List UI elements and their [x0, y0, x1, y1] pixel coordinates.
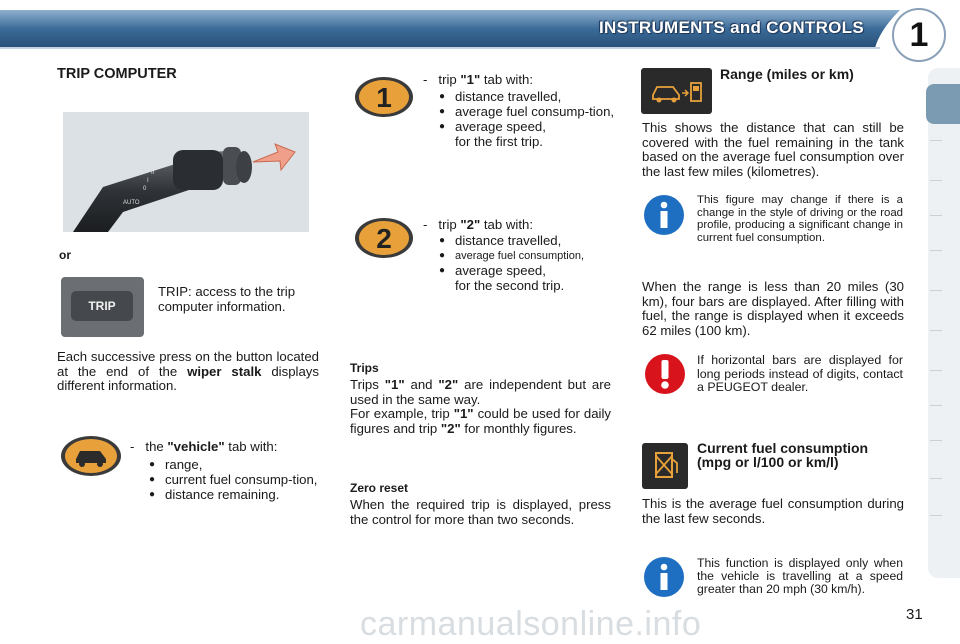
trip1-items-list [437, 90, 617, 150]
trip1-item3-line2: for the first trip. [455, 133, 543, 149]
tab-divider [930, 215, 942, 216]
trips-p2-e: for monthly figures. [460, 420, 577, 436]
info-icon [643, 194, 685, 236]
trips-p2-b: "1" [453, 406, 474, 421]
trip1-pre: trip [438, 72, 461, 87]
press-text-1: Each successive press on the button located at the end of the [57, 349, 319, 379]
trips-p1-b: "1" [384, 377, 405, 392]
wiper-stalk-photo [63, 112, 309, 232]
trips-p1-d: "2" [438, 377, 459, 392]
trips-p1-a: Trips [350, 377, 385, 392]
trips-paragraph-2 [350, 407, 611, 436]
trip1-digit: 1 [376, 82, 392, 113]
trips-heading: Trips [350, 361, 379, 375]
vehicle-pre: the [145, 439, 168, 454]
section-title: INSTRUMENTS and CONTROLS [598, 18, 864, 37]
vehicle-tab-line [130, 440, 330, 455]
info-note-1: This figure may change if there is a change in the style of driving or the road profile, producing a significant change in current fuel consumption. [697, 194, 903, 244]
tab-divider [930, 330, 942, 331]
warning-note: If horizontal bars are displayed for long periods instead of digits, contact a PEUGEOT dealer. [697, 353, 903, 394]
tab-divider [930, 250, 942, 251]
trip2-digit: 2 [376, 223, 392, 254]
trip2-icon [354, 217, 414, 259]
stalk-label-ii: II [151, 170, 155, 176]
zero-reset-text: When the required trip is displayed, press the control for more than two seconds. [350, 497, 611, 527]
trip1-post: tab with: [480, 72, 534, 87]
list-item: ● current fuel consump-tion, [147, 473, 322, 487]
list-item: ● distance travelled, [437, 234, 622, 248]
trip-button[interactable]: TRIP [71, 291, 133, 321]
stalk-label-auto: AUTO [123, 200, 140, 206]
list-item [437, 264, 622, 292]
list-item: ● range, [147, 458, 322, 472]
consumption-title: Current fuel consumption (mpg or l/100 or km/l) [697, 440, 869, 471]
tab-divider [930, 180, 942, 181]
list-item: ● average fuel consumption, [437, 249, 622, 263]
trip2-bold: "2" [460, 217, 481, 232]
trip2-item3-line1: average speed, [455, 263, 546, 279]
tab-divider [930, 405, 942, 406]
range-display-icon [641, 68, 712, 114]
trip2-line [423, 218, 623, 233]
zero-reset-heading: Zero reset [350, 481, 409, 495]
trip2-item3-line2: for the second trip. [455, 277, 565, 293]
fuel-consumption-icon [642, 443, 688, 489]
vehicle-bold: "vehicle" [167, 439, 225, 454]
stalk-label-0: 0 [143, 186, 147, 192]
trip2-pre: trip [438, 217, 461, 232]
vehicle-post: tab with: [224, 439, 278, 454]
tab-divider [930, 140, 942, 141]
trip2-dash: - [423, 217, 428, 232]
list-item: ● average fuel consump-tion, [437, 105, 617, 119]
stalk-illustration [63, 112, 309, 232]
chapter-tab-strip [928, 68, 960, 578]
list-item: ● distance remaining. [147, 488, 322, 502]
trip2-post: tab with: [480, 217, 534, 232]
warning-icon [644, 353, 686, 395]
press-text-bold: wiper stalk [187, 363, 262, 379]
trip1-line [423, 73, 623, 88]
trip1-item3-line1: average speed, [455, 119, 546, 135]
tab-divider [930, 440, 942, 441]
trips-p2-d: "2" [440, 420, 461, 436]
stalk-label-i: I [147, 178, 149, 184]
tab-divider [930, 370, 942, 371]
trip2-items-list [437, 234, 622, 294]
trip-button-photo [61, 277, 144, 337]
trip1-bold: "1" [460, 72, 481, 87]
arrow-icon [253, 144, 295, 170]
watermark: carmanualsonline.info [360, 605, 702, 643]
vehicle-tab-icon [60, 435, 122, 477]
chapter-badge: 1 [892, 8, 946, 62]
trips-p2-a: For example, trip [350, 406, 454, 421]
trips-p2-c: could be used for daily figures and trip [350, 406, 611, 436]
vehicle-dash: - [130, 439, 135, 454]
press-paragraph [57, 350, 319, 394]
tab-divider [930, 515, 942, 516]
info-icon [643, 556, 685, 598]
trip-computer-title: TRIP COMPUTER [57, 66, 177, 82]
press-text-2: displays different information. [57, 363, 319, 393]
list-item: ● distance travelled, [437, 90, 617, 104]
consumption-text: This is the average fuel consumption during the last few seconds. [642, 496, 904, 526]
page-number: 31 [906, 606, 923, 623]
trips-paragraph-1 [350, 378, 611, 407]
info-note-2: This function is displayed only when the vehicle is travelling at a speed greater than 20 mph (30 km/h). [697, 556, 903, 597]
trip1-icon [354, 76, 414, 118]
tab-divider [930, 478, 942, 479]
chapter-tab-active[interactable] [926, 84, 960, 124]
list-item [437, 120, 617, 148]
trip-description: TRIP: access to the trip computer information. [158, 284, 296, 314]
range-text-2: When the range is less than 20 miles (30 km), four bars are displayed. After filling with fuel, the range is displayed when it exceeds 62 miles (100 km). [642, 279, 904, 338]
trip1-dash: - [423, 72, 428, 87]
range-text: This shows the distance that can still be covered with the fuel remaining in the tank based on the average fuel consumption over the last few miles (kilometres). [642, 120, 904, 179]
trips-p1-c: and [404, 377, 439, 392]
range-title: Range (miles or km) [720, 66, 854, 82]
or-label: or [59, 248, 71, 262]
vehicle-items-list [147, 458, 322, 504]
trips-p1-e: are independent but are used in the same way. [350, 377, 611, 407]
tab-divider [930, 290, 942, 291]
